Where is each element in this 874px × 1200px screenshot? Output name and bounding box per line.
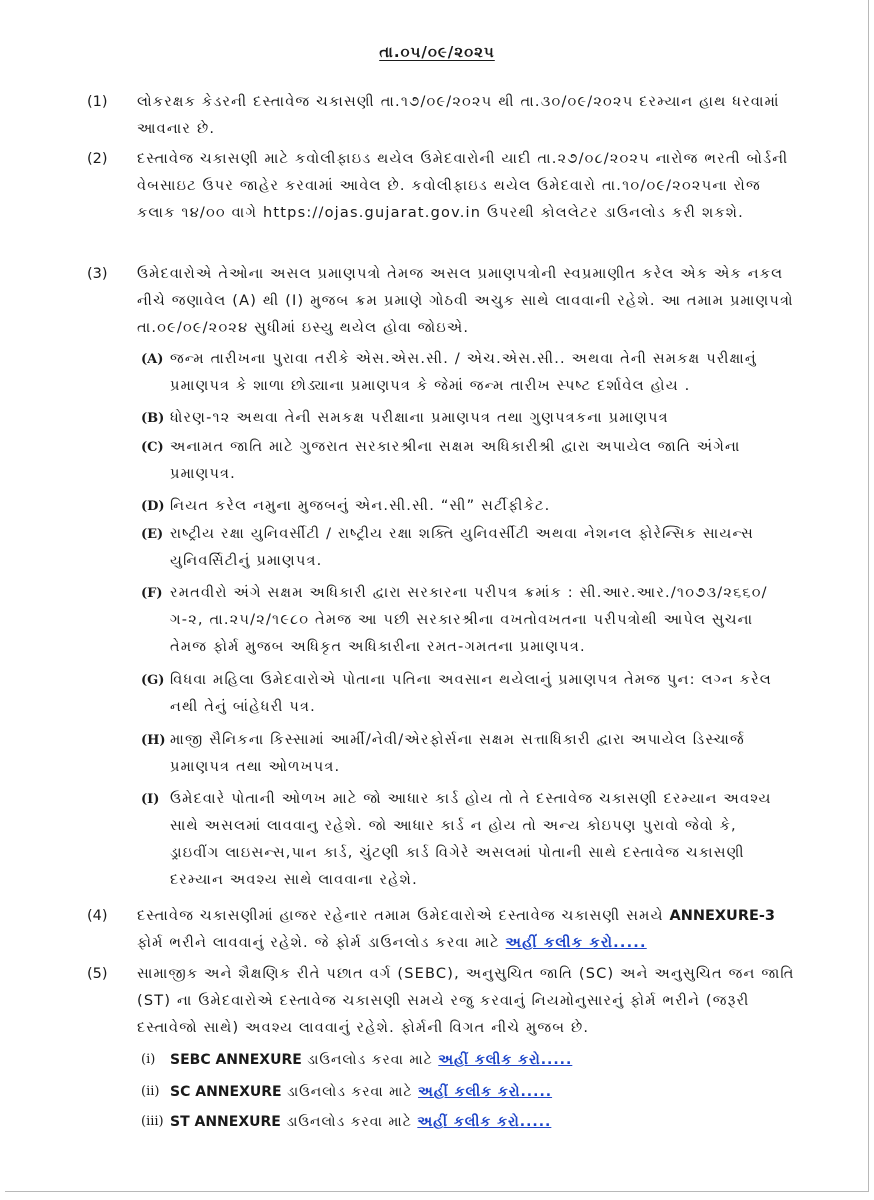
item-text: સામાજીક અને શૈક્ષણિક રીતે પછાત વર્ગ (SEBC), અનુસુચિત જાતિ (SC) અને અનુસુચિત જન જાતિ (ST) ના ઉમેદવારોએ દસ્તાવેજ ચકાસણી સમયે રજુ કરવાનું નિયમોનુસારનું ફોર્મ ભરીને (જરૂરી દસ્તાવેજો સાથે) અવશ્ય લાવવાનું રહેશે. ફોર્મની વિગત નીચે મુજબ છે.: [137, 966, 795, 1036]
item-tag: (F): [141, 586, 163, 601]
item-tag: (G): [141, 673, 165, 688]
item-tag: (B): [141, 411, 165, 426]
item-text: નિયત કરેલ નમુના મુજબનું એન.સી.સી. “સી” સર્ટીફીકેટ.: [170, 498, 551, 514]
page-title: તા.૦૫/૦૯/૨૦૨૫: [379, 43, 495, 61]
item-tag: (C): [141, 440, 164, 455]
item-number: (2): [87, 151, 108, 167]
annexure-text: [170, 1110, 551, 1134]
annexure-3-label: ANNEXURE-3: [669, 908, 775, 924]
annexure-text: [170, 1048, 572, 1072]
annexure-desc: ડાઉનલોડ કરવા માટે: [286, 1114, 412, 1130]
annexure-3-download-link[interactable]: અહીં કલીક કરો.....: [505, 935, 647, 951]
item-text: રમતવીરો અંગે સક્ષમ અધિકારી દ્વારા સરકારના પરીપત્ર ક્રમાંક : સી.આર.આર./૧૦૭૩/૨૬૬૦/ ગ-૨, તા.૨૫/૨/૧૯૮૦ તેમજ આ પછી સરકારશ્રીના વખતોવખતના પરીપત્રોથી આપેલ સુચના તેમજ ફોર્મ મુજબ અધિકૃત અધિકારીના રમત-ગમતના પ્રમાણપત્ર.: [170, 585, 768, 655]
item-text: દસ્તાવેજ ચકાસણી માટે કવોલીફાઇડ થયેલ ઉમેદવારોની યાદી તા.૨૭/૦૮/૨૦૨૫ નારોજ ભરતી બોર્ડની વેબસાઇટ ઉપર જાહેર કરવામાં આવેલ છે. કવોલીફાઇડ થયેલ ઉમેદવારો તા.૧૦/૦૯/૨૦૨૫ના રોજ કલાક ૧૪/૦૦ વાગે https://ojas.gujarat.gov.in ઉપરથી કોલલેટર ડાઉનલોડ કરી શકશે.: [137, 151, 789, 221]
item-text: ધોરણ-૧૨ અથવા તેની સમકક્ષ પરીક્ષાના પ્રમાણપત્ર તથા ગુણપત્રકના પ્રમાણપત્ર: [170, 410, 669, 426]
annexure-label: SEBC ANNEXURE: [170, 1052, 302, 1068]
annexure-text: [170, 1080, 552, 1104]
item-text: [137, 903, 797, 957]
item-text-before: દસ્તાવેજ ચકાસણીમાં હાજર રહેનાર તમામ ઉમેદવારોએ દસ્તાવેજ ચકાસણી સમયે: [137, 908, 664, 924]
item-text: લોકરક્ષક કેડરની દસ્તાવેજ ચકાસણી તા.૧૭/૦૯/૨૦૨૫ થી તા.૩૦/૦૯/૨૦૨૫ દરમ્યાન હાથ ધરવામાં આવનાર છે.: [137, 94, 780, 137]
annexure-label: ST ANNEXURE: [170, 1114, 281, 1130]
item-tag: (ii): [141, 1084, 160, 1099]
item-text: અનામત જાતિ માટે ગુજરાત સરકારશ્રીના સક્ષમ અધિકારીશ્રી દ્વારા અપાયેલ જાતિ અંગેના પ્રમાણપત્ર.: [170, 439, 741, 482]
annexure-desc: ડાઉનલોડ કરવા માટે: [307, 1052, 433, 1068]
item-number: (4): [87, 908, 108, 924]
item-tag: (D): [141, 499, 165, 514]
item-text: જન્મ તારીખના પુરાવા તરીકે એસ.એસ.સી. / એચ.એસ.સી.. અથવા તેની સમકક્ષ પરીક્ષાનું પ્રમાણપત્ર કે શાળા છોડ્યાના પ્રમાણપત્ર કે જેમાં જન્મ તારીખ સ્પષ્ટ દર્શાવેલ હોય .: [170, 351, 757, 394]
item-tag: (E): [141, 527, 164, 542]
sebc-download-link[interactable]: અહીં કલીક કરો.....: [438, 1052, 573, 1068]
item-text: માજી સૈનિકના કિસ્સામાં આર્મી/નેવી/એરફોર્સના સક્ષમ સત્તાધિકારી દ્વારા અપાયેલ ડિસ્ચાર્જ પ્રમાણપત્ર તથા ઓળખપત્ર.: [170, 732, 745, 775]
item-text-after: ફોર્મ ભરીને લાવવાનું રહેશે. જે ફોર્મ ડાઉનલોડ કરવા માટે: [137, 935, 500, 951]
item-number: (5): [87, 966, 108, 982]
annexure-desc: ડાઉનલોડ કરવા માટે: [287, 1084, 413, 1100]
st-download-link[interactable]: અહીં કલીક કરો.....: [417, 1114, 552, 1130]
item-tag: (H): [141, 733, 166, 748]
item-tag: (A): [141, 352, 164, 367]
item-text: ઉમેદવારોએ તેઓના અસલ પ્રમાણપત્રો તેમજ અસલ પ્રમાણપત્રોની સ્વપ્રમાણીત કરેલ એક એક નકલ નીચે જણાવેલ (A) થી (I) મુજબ ક્રમ પ્રમાણે ગોઠવી અચુક સાથે લાવવાની રહેશે. આ તમામ પ્રમાણપત્રો તા.૦૯/૦૯/૨૦૨૪ સુધીમાં ઇસ્યુ થયેલ હોવા જોઇએ.: [137, 266, 794, 336]
item-tag: (i): [141, 1052, 156, 1067]
item-text: ઉમેદવારે પોતાની ઓળખ માટે જો આધાર કાર્ડ હોય તો તે દસ્તાવેજ ચકાસણી દરમ્યાન અવશ્ય સાથે અસલમાં લાવવાનુ રહેશે. જો આધાર કાર્ડ ન હોય તો અન્ય કોઇપણ પુરાવો જેવો કે, ડ્રાઇવીંગ લાઇસન્સ,પાન કાર્ડ, ચુંટણી કાર્ડ વિગેરે અસલમાં પોતાની સાથે દસ્તાવેજ ચકાસણી દરમ્યાન અવશ્ય સાથે લાવવાના રહેશે.: [170, 791, 772, 888]
item-number: (3): [87, 266, 108, 282]
item-number: (1): [87, 94, 108, 110]
item-tag: (iii): [141, 1114, 164, 1129]
sc-download-link[interactable]: અહીં કલીક કરો.....: [418, 1084, 553, 1100]
item-tag: (I): [141, 792, 160, 807]
annexure-label: SC ANNEXURE: [170, 1084, 282, 1100]
item-text: વિધવા મહિલા ઉમેદવારોએ પોતાના પતિના અવસાન થયેલાનું પ્રમાણપત્ર તેમજ પુન: લગ્ન કરેલ નથી તેનું બાંહેધરી પત્ર.: [170, 672, 772, 715]
item-text: રાષ્ટ્રીય રક્ષા યુનિવર્સીટી / રાષ્ટ્રીય રક્ષા શક્તિ યુનિવર્સીટી અથવા નેશનલ ફોરેન્સિક સાયન્સ યુનિવર્સિટીનું પ્રમાણપત્ર.: [170, 526, 754, 569]
